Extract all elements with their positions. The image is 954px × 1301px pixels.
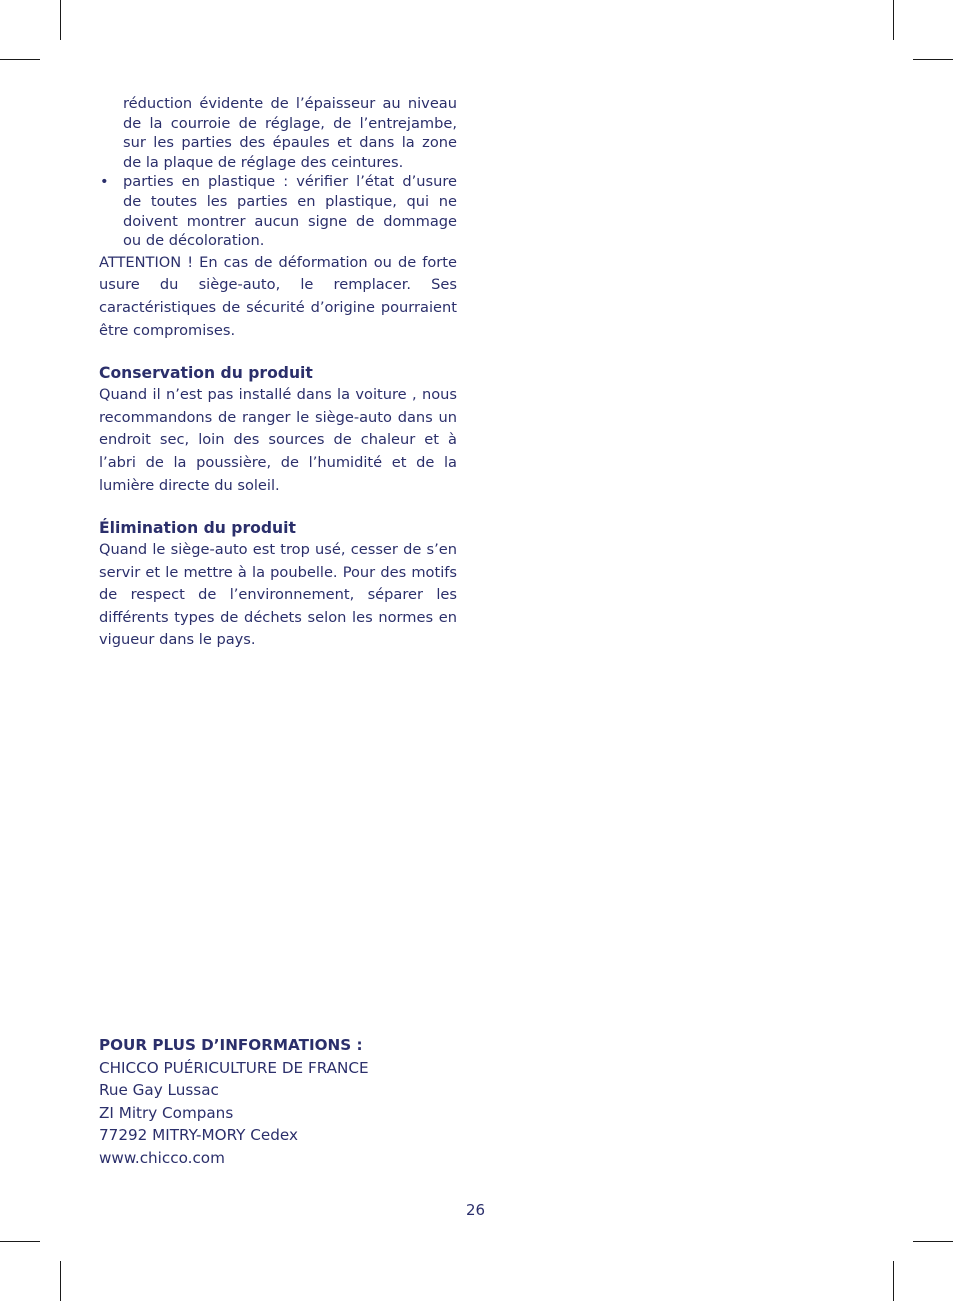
conservation-heading: Conservation du produit [99,364,313,383]
contact-street: Rue Gay Lussac [99,1081,219,1100]
list-item-plastic-parts: • parties en plastique : vérifier l’état d’usure de toutes les parties en plastique, qui ne doivent montrer aucun signe de dommage ou de décoloration. [99,172,457,250]
crop-mark-top-left-vertical [60,0,61,40]
contact-zone: ZI Mitry Compans [99,1103,234,1122]
conservation-paragraph: Quand il n’est pas installé dans la voiture , nous recommandons de ranger le siège-auto dans un endroit sec, loin des sources de chaleur et à l’abri de la poussière, de l’humidité et de la lumière directe du soleil. [99,386,457,494]
contact-city: 77292 MITRY-MORY Cedex [99,1126,298,1145]
elimination-heading: Élimination du produit [99,519,296,538]
crop-mark-bottom-right-horizontal [913,1241,953,1242]
text-column [99,94,457,652]
page-number: 26 [466,1201,486,1219]
warning-paragraph: ATTENTION ! En cas de déformation ou de forte usure du siège-auto, le remplacer. Ses caractéristiques de sécurité d’origine pourraient être compromises. [99,253,457,339]
spacer [99,497,457,517]
crop-mark-bottom-left-horizontal [0,1241,40,1242]
crop-mark-top-right-horizontal [913,59,953,60]
maintenance-list [99,94,457,251]
contact-company: CHICCO PUÉRICULTURE DE FRANCE [99,1058,369,1077]
contact-website: www.chicco.com [99,1148,225,1167]
contact-title: POUR PLUS D’INFORMATIONS : [99,1036,363,1054]
crop-mark-top-right-vertical [893,0,894,40]
elimination-paragraph: Quand le siège-auto est trop usé, cesser de s’en servir et le mettre à la poubelle. Pour des motifs de respect de l’environnement, séparer les différents types de déchets selon les normes en vigueur dans le pays. [99,541,457,649]
spacer [99,342,457,362]
list-item-continuation: réduction évidente de l’épaisseur au niveau de la courroie de réglage, de l’entrejambe, sur les parties des épaules et dans la zone de la plaque de réglage des ceintures. [123,95,457,171]
crop-mark-bottom-right-vertical [893,1261,894,1301]
crop-mark-bottom-left-vertical [60,1261,61,1301]
crop-mark-top-left-horizontal [0,59,40,60]
contact-block [99,1034,369,1170]
